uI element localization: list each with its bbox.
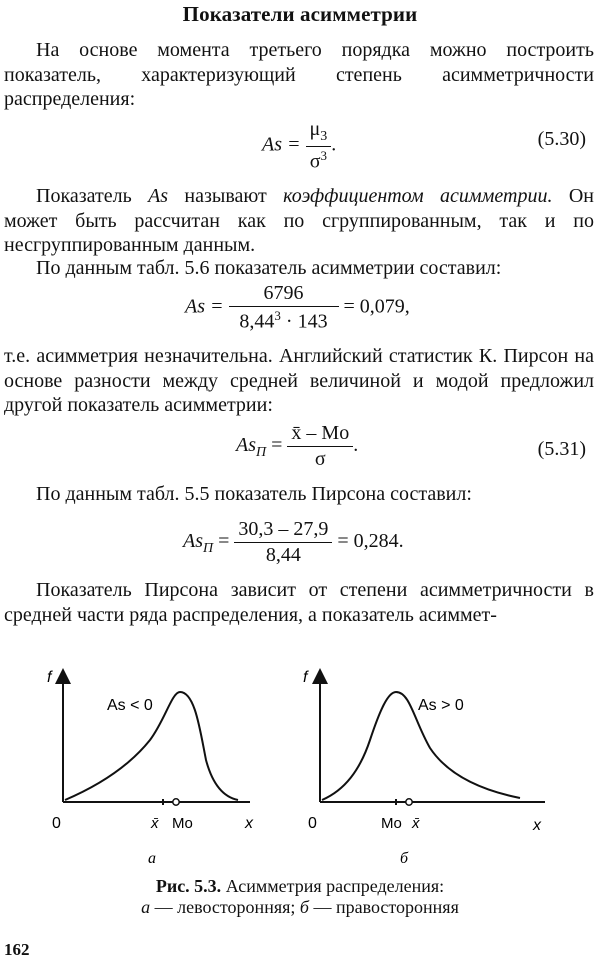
- right-mode-label: Mo: [381, 815, 402, 832]
- eq-tail: .: [331, 133, 337, 156]
- left-panel-letter: а: [148, 850, 156, 867]
- p2-text-2: называют: [168, 185, 284, 207]
- calc2-eqsign: =: [218, 530, 230, 553]
- equation-number-5-31: (5.31): [537, 438, 586, 460]
- eq-denominator: σ: [309, 150, 321, 173]
- calc2-denominator: 8,44: [265, 544, 301, 566]
- calc2-numerator: 30,3 – 27,9: [234, 518, 332, 543]
- p2-term: коэффициентом асимметрии.: [283, 185, 553, 207]
- figure-caption-legend: [0, 897, 600, 918]
- caption-b-letter: б: [299, 897, 309, 917]
- eq-lhs: As =: [262, 133, 301, 156]
- calc1-lhs: As =: [185, 295, 224, 318]
- calc1-numerator: 6796: [229, 282, 339, 307]
- left-origin-label: 0: [52, 815, 61, 832]
- equation-5-31: [236, 422, 358, 471]
- eq-numerator: μ: [309, 118, 321, 140]
- eq-fraction: [306, 118, 332, 174]
- p2-text-1: Показатель: [36, 185, 149, 207]
- right-mean-marker: [406, 799, 412, 805]
- paragraph-pearson: т.е. асимметрия незначительна. Английский статистик К. Пирсон на основе разности между средней величиной и модой предложил другой показатель асимметрии:: [4, 345, 594, 416]
- left-mean-label: x̄: [151, 815, 159, 832]
- caption-b-text: — правосторонняя: [308, 897, 459, 917]
- right-skew-chart: [303, 669, 545, 867]
- eq531-denominator: σ: [314, 448, 326, 470]
- paragraph-dependence: Показатель Пирсона зависит от степени асимметричности в средней части ряда распределения, а показатель асиммет-: [4, 579, 594, 626]
- calc2-lhs-sub: П: [203, 541, 214, 557]
- eq531-tail: .: [353, 434, 359, 457]
- calc2-fraction: [234, 518, 332, 567]
- paragraph-table-5-5: По данным табл. 5.5 показатель Пирсона составил:: [36, 483, 472, 505]
- eq531-fraction: [287, 422, 353, 471]
- calc1-result: = 0,079,: [343, 295, 410, 318]
- calc1-den-tail: · 143: [280, 310, 328, 333]
- caption-a-letter: а: [141, 897, 151, 917]
- eq531-lhs: As: [236, 434, 256, 457]
- eq531-numerator: x̄ – Mo: [287, 422, 353, 447]
- eq531-eqsign: =: [271, 434, 283, 457]
- calc1-den-base: 8,44: [239, 310, 275, 333]
- right-curve-label: As > 0: [418, 697, 464, 714]
- caption-fig-number: Рис. 5.3.: [155, 876, 222, 896]
- calc2-result: = 0,284.: [337, 530, 404, 553]
- right-panel-letter: б: [400, 850, 409, 867]
- paragraph-table-5-6: По данным табл. 5.6 показатель асимметрии составил:: [36, 257, 502, 279]
- right-y-label: f: [303, 669, 308, 686]
- equation-calc-asymmetry: [185, 282, 410, 334]
- caption-title: Асимметрия распределения:: [221, 876, 445, 896]
- section-heading: Показатели асимметрии: [182, 2, 418, 26]
- left-x-label: x: [245, 815, 253, 832]
- caption-a-text: — левосторонняя;: [150, 897, 300, 917]
- eq-numerator-sub: 3: [320, 129, 328, 144]
- right-mean-label: x̄: [412, 815, 420, 832]
- eq-denominator-sup: 3: [320, 148, 327, 163]
- p2-text-3: Он может быть рассчитан как по сгруппированным, так и по несгруппированным данным.: [4, 185, 594, 256]
- left-curve-label: As < 0: [107, 697, 153, 714]
- paragraph-intro: На основе момента третьего порядка можно построить показатель, характеризующий степень асимметричности распределения:: [4, 39, 594, 110]
- page-number: 162: [4, 940, 30, 959]
- equation-5-30: [262, 118, 336, 174]
- equation-calc-pearson: [183, 518, 404, 567]
- asymmetry-figure: [0, 650, 600, 880]
- right-x-label: x: [533, 817, 541, 834]
- right-origin-label: 0: [308, 815, 317, 832]
- left-mode-marker: [173, 799, 179, 805]
- paragraph-coefficient: [4, 184, 594, 258]
- left-mode-label: Mo: [172, 815, 193, 832]
- left-skew-chart: [47, 669, 254, 867]
- eq531-lhs-sub: П: [256, 445, 267, 461]
- calc2-lhs: As: [183, 530, 203, 553]
- calc1-den-sup: 3: [274, 308, 281, 323]
- equation-number-5-30: (5.30): [537, 128, 586, 150]
- left-y-label: f: [47, 669, 52, 686]
- calc1-fraction: [229, 282, 339, 334]
- p2-as-symbol: As: [148, 185, 169, 207]
- figure-caption-title: [0, 876, 600, 897]
